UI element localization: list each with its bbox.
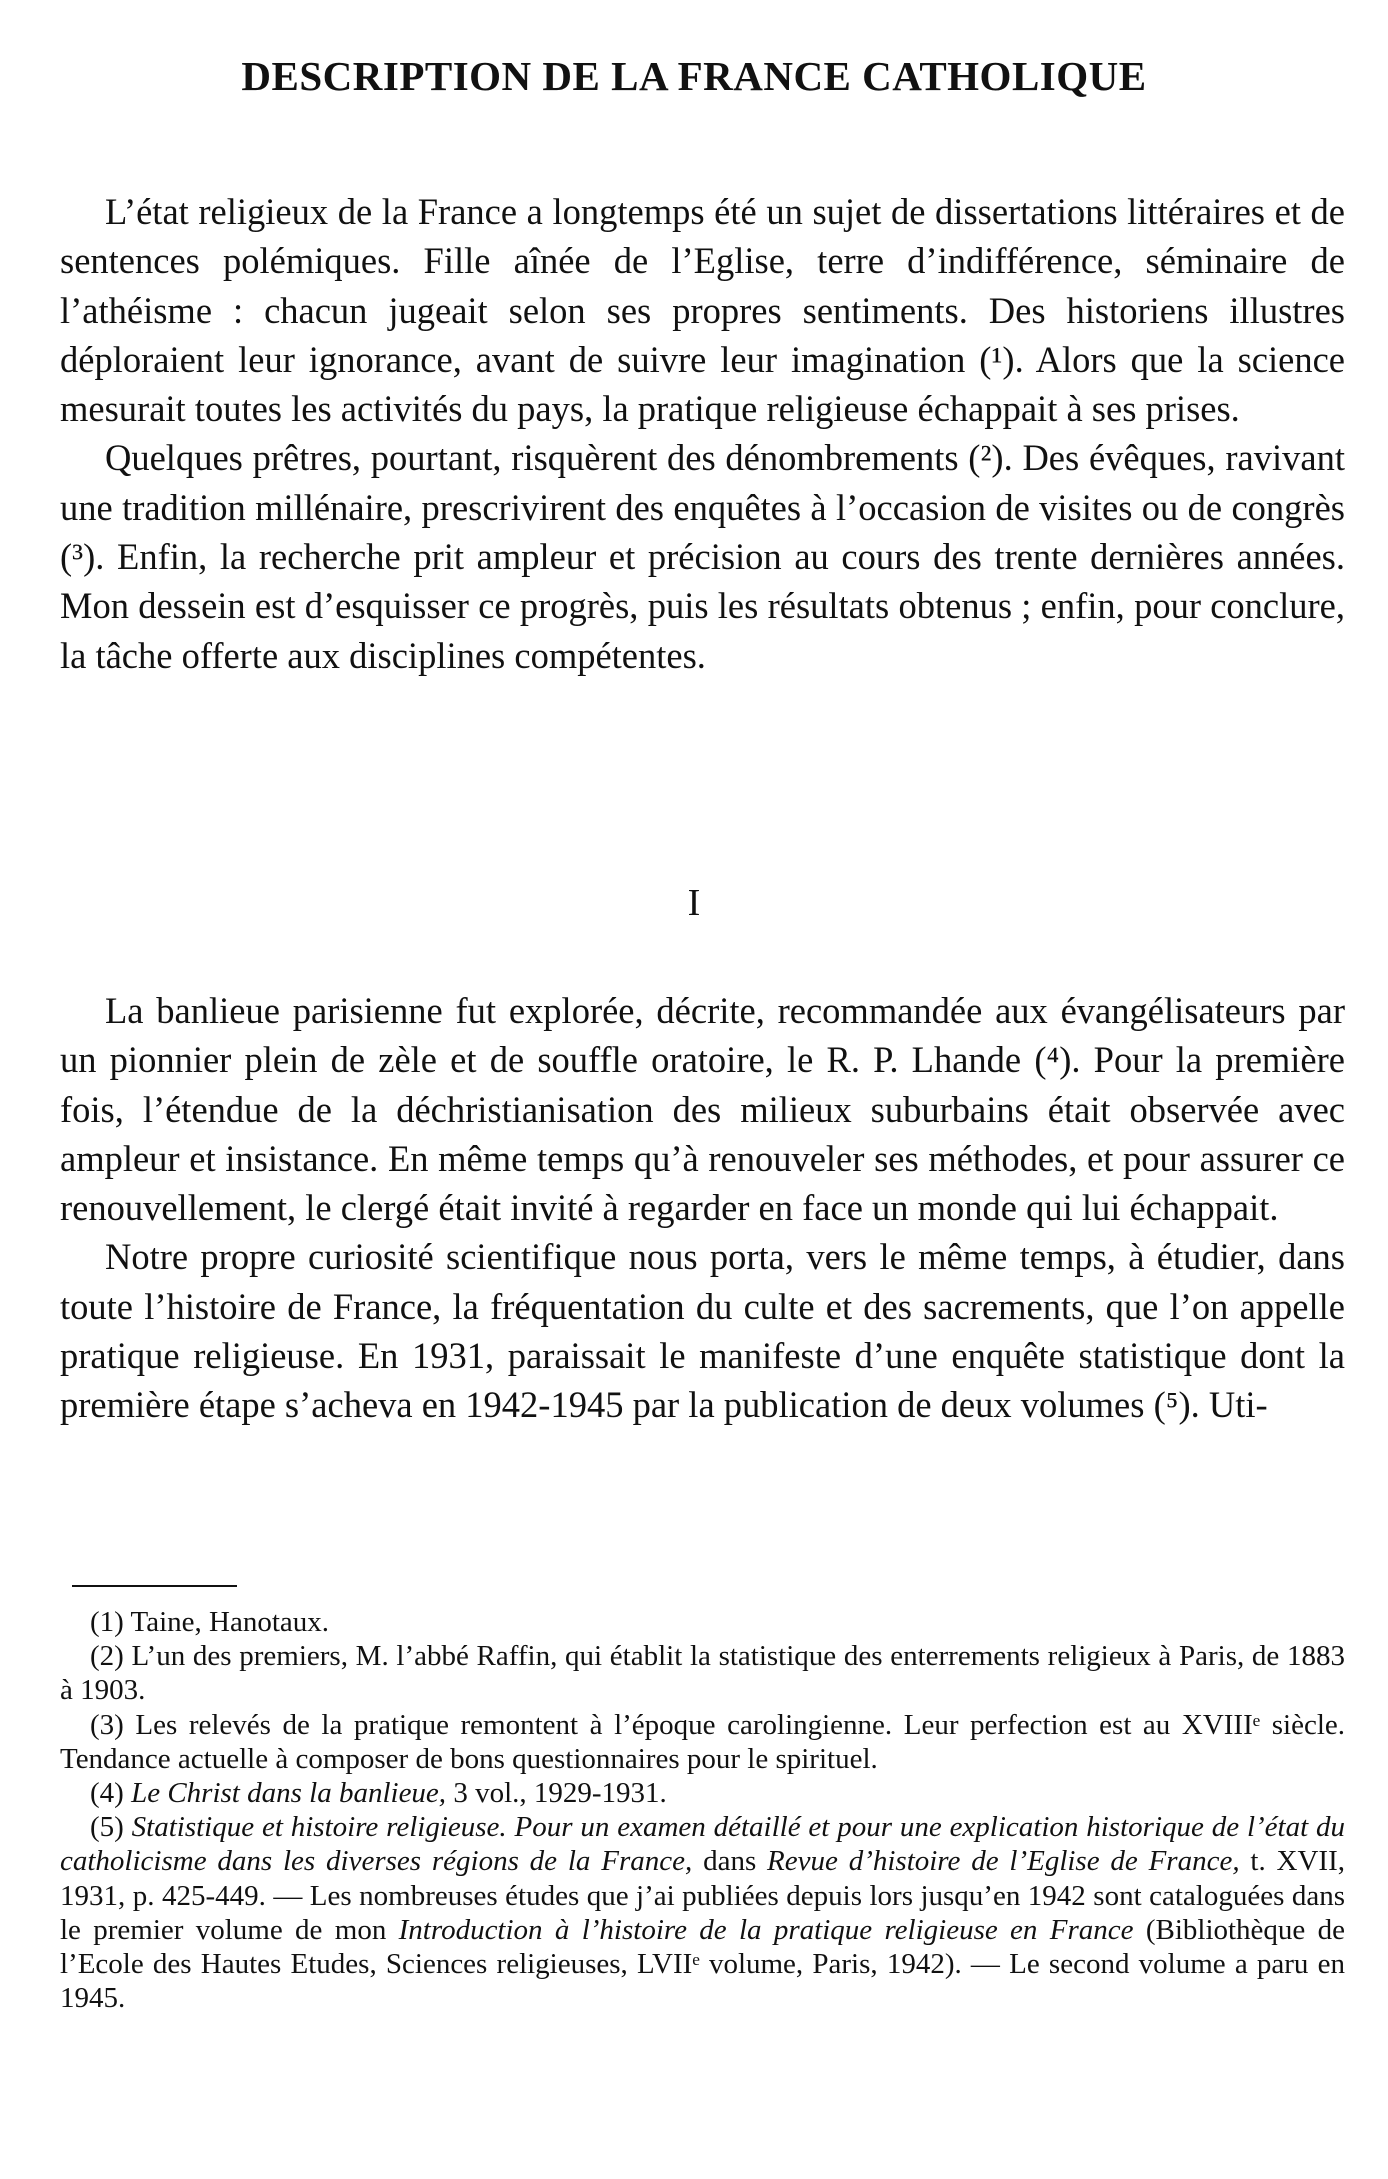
footnote-text: t. XVII, 1931, p. 425-449. — Les nombreuses études que j’ai publiées depuis lors jusqu’en 1942 sont cataloguées dans le premier volume de mon xyxy=(60,1845,1345,1946)
book-title: Introduction à l’histoire de la pratique religieuse en France xyxy=(398,1913,1134,1946)
footnote-3: (3) Les relevés de la pratique remontent à l’époque carolingienne. Leur perfection est au XVIIIᵉ siècle. Tendance actuelle à composer de bons questionnaires pour le spirituel. xyxy=(60,1708,1345,1775)
footnote-text: dans xyxy=(692,1845,768,1878)
paragraph-text: . Enfin, la recherche prit ampleur et précision au cours des trente dernières années. Mon dessein est d’esquisser ce progrès, puis les résultats obtenus ; enfin, pour conclure, la tâche offerte aux disciplines compétentes. xyxy=(60,536,1345,676)
paragraph-text: . Des évêques, ravivant une tradition millénaire, prescrivirent des enquêtes à l’occasion de visites ou de congrès xyxy=(60,437,1345,528)
page-title: DESCRIPTION DE LA FRANCE CATHOLIQUE xyxy=(241,53,1147,99)
paragraph xyxy=(60,433,1345,679)
footnote-ref-3[interactable]: (³) xyxy=(60,536,96,578)
intro-block xyxy=(60,187,1345,680)
book-title: Le Christ dans la banlieue, xyxy=(131,1777,447,1810)
paragraph-text: Notre propre curiosité scientifique nous porta, vers le même temps, à étudier, dans toute l’histoire de France, la fréquentation du culte et des sacrements, que l’on appelle pratique religieuse. En 1931, paraissait le manifeste d’une enquête statistique dont la première étape s’acheva en 1942-1945 par la publication de deux volumes xyxy=(60,1236,1345,1426)
paragraph-text: . Uti- xyxy=(1190,1384,1268,1426)
section-heading: I xyxy=(687,882,701,924)
footnote-text: 3 vol., 1929-1931. xyxy=(446,1777,667,1810)
footnote-number: (5) xyxy=(90,1811,132,1844)
footnote-1: (1) Taine, Hanotaux. xyxy=(90,1606,330,1638)
paragraph-text: . Alors que la science mesurait toutes les activités du pays, la pratique religieuse échappait à ses prises. xyxy=(60,338,1345,430)
paragraph-text: Quelques prêtres, pourtant, risquèrent des dénombrements xyxy=(105,437,969,479)
footnote-ref-5[interactable]: (⁵) xyxy=(1153,1384,1191,1426)
paragraph-text: . Pour la première fois, l’étendue de la déchristianisation des milieux suburbains était observée avec ampleur et insistance. En même temps qu’à renouveler ses méthodes, et pour assurer ce renouvellement, le clergé était invité à regarder en face un monde qui lui échappait. xyxy=(60,1039,1345,1229)
article-title: Statistique et histoire religieuse. Pour un examen détaillé et pour une explication historique de l’état du catholicisme dans les diverses régions de la France, xyxy=(60,1811,1345,1878)
footnote-5 xyxy=(60,1810,1345,2015)
footnote-number: (4) xyxy=(90,1777,132,1810)
paragraph-text: La banlieue parisienne fut explorée, décrite, recommandée aux évangélisateurs par un pionnier plein de zèle et de souffle oratoire, le R. P. Lhande xyxy=(60,990,1345,1081)
footnotes xyxy=(60,1605,1345,2015)
footnote-2: (2) L’un des premiers, M. l’abbé Raffin, qui établit la statistique des enterrements religieux à Paris, de 1883 à 1903. xyxy=(60,1640,1345,1707)
paragraph xyxy=(60,1232,1345,1429)
footnote-divider xyxy=(72,1585,237,1587)
footnote-4 xyxy=(60,1776,1345,1810)
paragraph xyxy=(60,187,1345,433)
paragraph-text: L’état religieux de la France a longtemps été un sujet de dissertations littéraires et de sentences polémiques. Fille aînée de l’Eglise, terre d’indifférence, séminaire de l’athéisme : chacun jugeait selon ses propres sentiments. Des historiens illustres déploraient leur ignorance, avant de suivre leur imagination xyxy=(60,191,1345,380)
footnote-ref-1[interactable]: (¹) xyxy=(979,338,1015,380)
paragraph xyxy=(60,986,1345,1232)
footnote-text: (Bibliothèque de l’Ecole des Hautes Etudes, Sciences religieuses, LVIIᵉ volume, Paris, 1942). — Le second volume a paru en 1945. xyxy=(60,1913,1345,2015)
footnote-ref-2[interactable]: (²) xyxy=(968,437,1004,479)
section-block xyxy=(60,986,1345,1430)
footnote-ref-4[interactable]: (⁴) xyxy=(1034,1039,1072,1081)
journal-title: Revue d’histoire de l’Eglise de France, xyxy=(767,1845,1240,1878)
